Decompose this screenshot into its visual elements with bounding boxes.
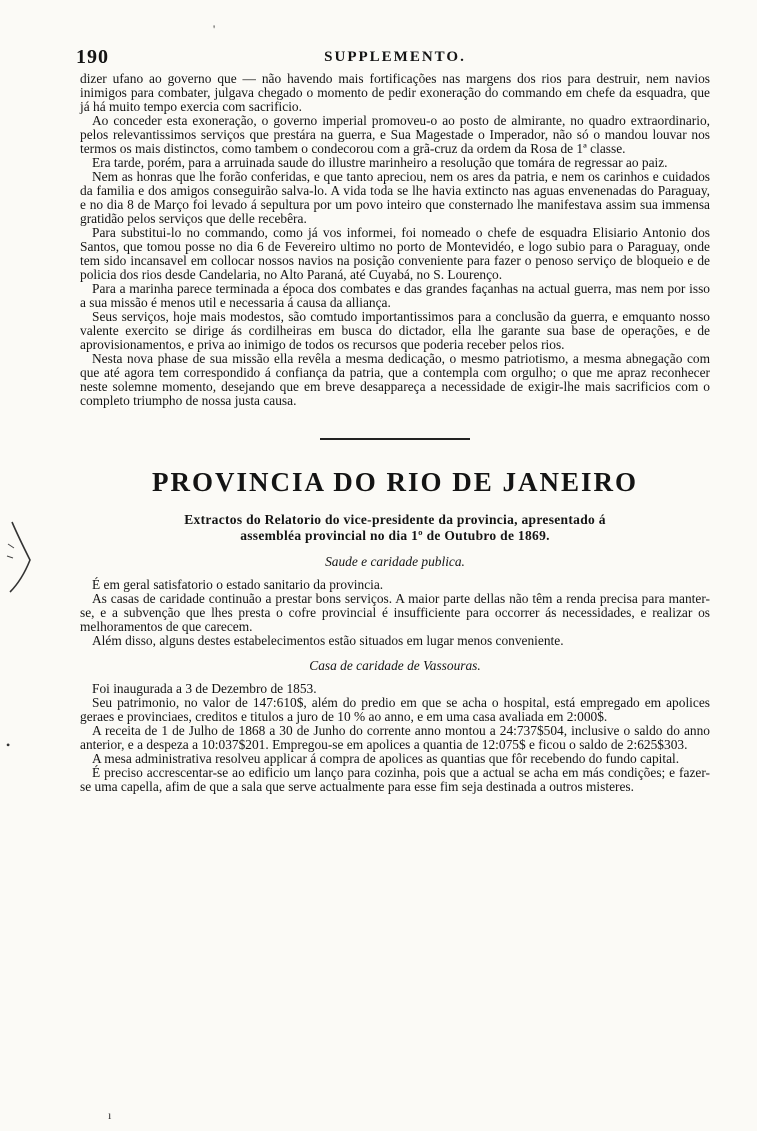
paragraph: Além disso, alguns destes estabelecimentos estão situados em lugar menos conveniente.	[92, 633, 564, 648]
speck: ı	[108, 1108, 112, 1122]
paragraph: Nem as honras que lhe forão conferidas, e que tanto apreciou, nem os ares da patria, e nem os carinhos e cuidados da familia e dos amigos conseguirão salva-lo. A vida toda se lhe havia extincto nas aguas envenenadas do Paraguay, e no dia 8 de Março foi levado á sepultura por um povo inteiro que consternado lhe manifestava assim sua immensa gratidão pelos serviços que delle recebêra.	[80, 169, 710, 226]
paragraph: Para substitui-lo no commando, como já vos informei, foi nomeado o chefe de esquadra Elisiario Antonio dos Santos, que tomou posse no dia 6 de Fevereiro ultimo no porto de Montevidéo, e logo subio para o Paraguay, onde tem sido incansavel em collocar nossos navios na posição conveniente para fazer o penoso serviço de bloqueio e de policia dos rios desde Candelaria, no Alto Paraná, até Cuyabá, no S. Lourenço.	[80, 225, 710, 282]
speck: '	[213, 22, 216, 36]
section-heading: Saude e caridade publica.	[325, 554, 465, 569]
running-title: SUPPLEMENTO.	[324, 49, 466, 65]
running-header	[76, 46, 710, 72]
paragraph: As casas de caridade continuão a prestar bons serviços. A maior parte dellas não têm a renda precisa para manter-se, e a subvenção que lhes presta o cofre provincial é insufficiente para occorrer ás necessidades, e realizar os melhoramentos de que carecem.	[80, 591, 710, 634]
paragraph: É em geral satisfatorio o estado sanitario da provincia.	[92, 577, 384, 592]
paragraph: Seus serviços, hoje mais modestos, são comtudo importantissimos para a conclusão da guerra, e emquanto nosso valente exercito se dirige ás cordilheiras em busca do dictador, ella lhe garante sua base de operações, e de aprovisionamentos, e priva ao inimigo de todos os recursos que poderia receber pelos rios.	[80, 309, 710, 352]
paragraph: Era tarde, porém, para a arruinada saude do illustre marinheiro a resolução que tomára de regressar ao paiz.	[92, 155, 668, 170]
paragraph: Seu patrimonio, no valor de 147:610$, além do predio em que se acha o hospital, está empregado em apolices geraes e provinciaes, creditos e titulos a juro de 10 % ao anno, e em uma casa avaliada em 2:000$.	[80, 695, 710, 724]
article-continuation	[80, 72, 710, 408]
paragraph: É preciso accrescentar-se ao edificio um lanço para cozinha, pois que a actual se acha em más condições; e fazer-se uma capella, afim de que a sala que serve actualmente para esse fim seja destinada a outros misteres.	[80, 765, 710, 794]
margin-ink-mark	[4, 516, 38, 596]
page	[76, 46, 710, 794]
paragraph: Nesta nova phase de sua missão ella revêla a mesma dedicação, o mesmo patriotismo, a mesma abnegação com que até agora tem correspondido á confiança da patria, que a contempla com orgulho; o que me apraz reconhecer neste solemne momento, desejando que em breve desappareça a necessidade de exigir-lhe mais sacrificios com o completo triumpho de nossa justa causa.	[80, 351, 710, 408]
report-subtitle	[80, 512, 710, 544]
section-divider	[320, 438, 470, 440]
subtitle-line: Extractos do Relatorio do vice-presidente da provincia, apresentado á	[184, 512, 606, 527]
paragraph: A receita de 1 de Julho de 1868 a 30 de Junho do corrente anno montou a 24:737$504, inclusive o saldo do anno anterior, e a despeza a 10:037$201. Empregou-se em apolices a quantia de 12:075$ e ficou o saldo de 2:625$303.	[80, 723, 710, 752]
paragraph: Para a marinha parece terminada a época dos combates e das grandes façanhas na actual guerra, mas nem por isso a sua missão é menos util e necessaria á causa da alliança.	[80, 281, 710, 310]
section-heading: Casa de caridade de Vassouras.	[309, 658, 481, 673]
subtitle-line: assembléa provincial no dia 1º de Outubro de 1869.	[240, 528, 550, 543]
paragraph: Foi inaugurada a 3 de Dezembro de 1853.	[92, 681, 317, 696]
paragraph: A mesa administrativa resolveu applicar á compra de apolices as quantias que fôr recebendo do fundo capital.	[92, 751, 680, 766]
page-number: 190	[76, 46, 109, 68]
paragraph: dizer ufano ao governo que — não havendo mais fortificações nas margens dos rios para destruir, nem navios inimigos para combater, julgava chegado o momento de pedir exoneração do commando em chefe da esquadra, que já há muito tempo exercia com sacrificio.	[80, 71, 710, 114]
speck: •	[6, 738, 11, 752]
paragraph: Ao conceder esta exoneração, o governo imperial promoveu-o ao posto de almirante, no quadro extraordinario, pelos relevantissimos serviços que prestára na guerra, e Sua Magestade o Imperador, não só o mandou louvar nos termos os mais distinctos, como tambem o condecorou com a grã-cruz da ordem da Rosa de 1ª classe.	[80, 113, 710, 156]
province-title: PROVINCIA DO RIO DE JANEIRO	[151, 467, 639, 497]
